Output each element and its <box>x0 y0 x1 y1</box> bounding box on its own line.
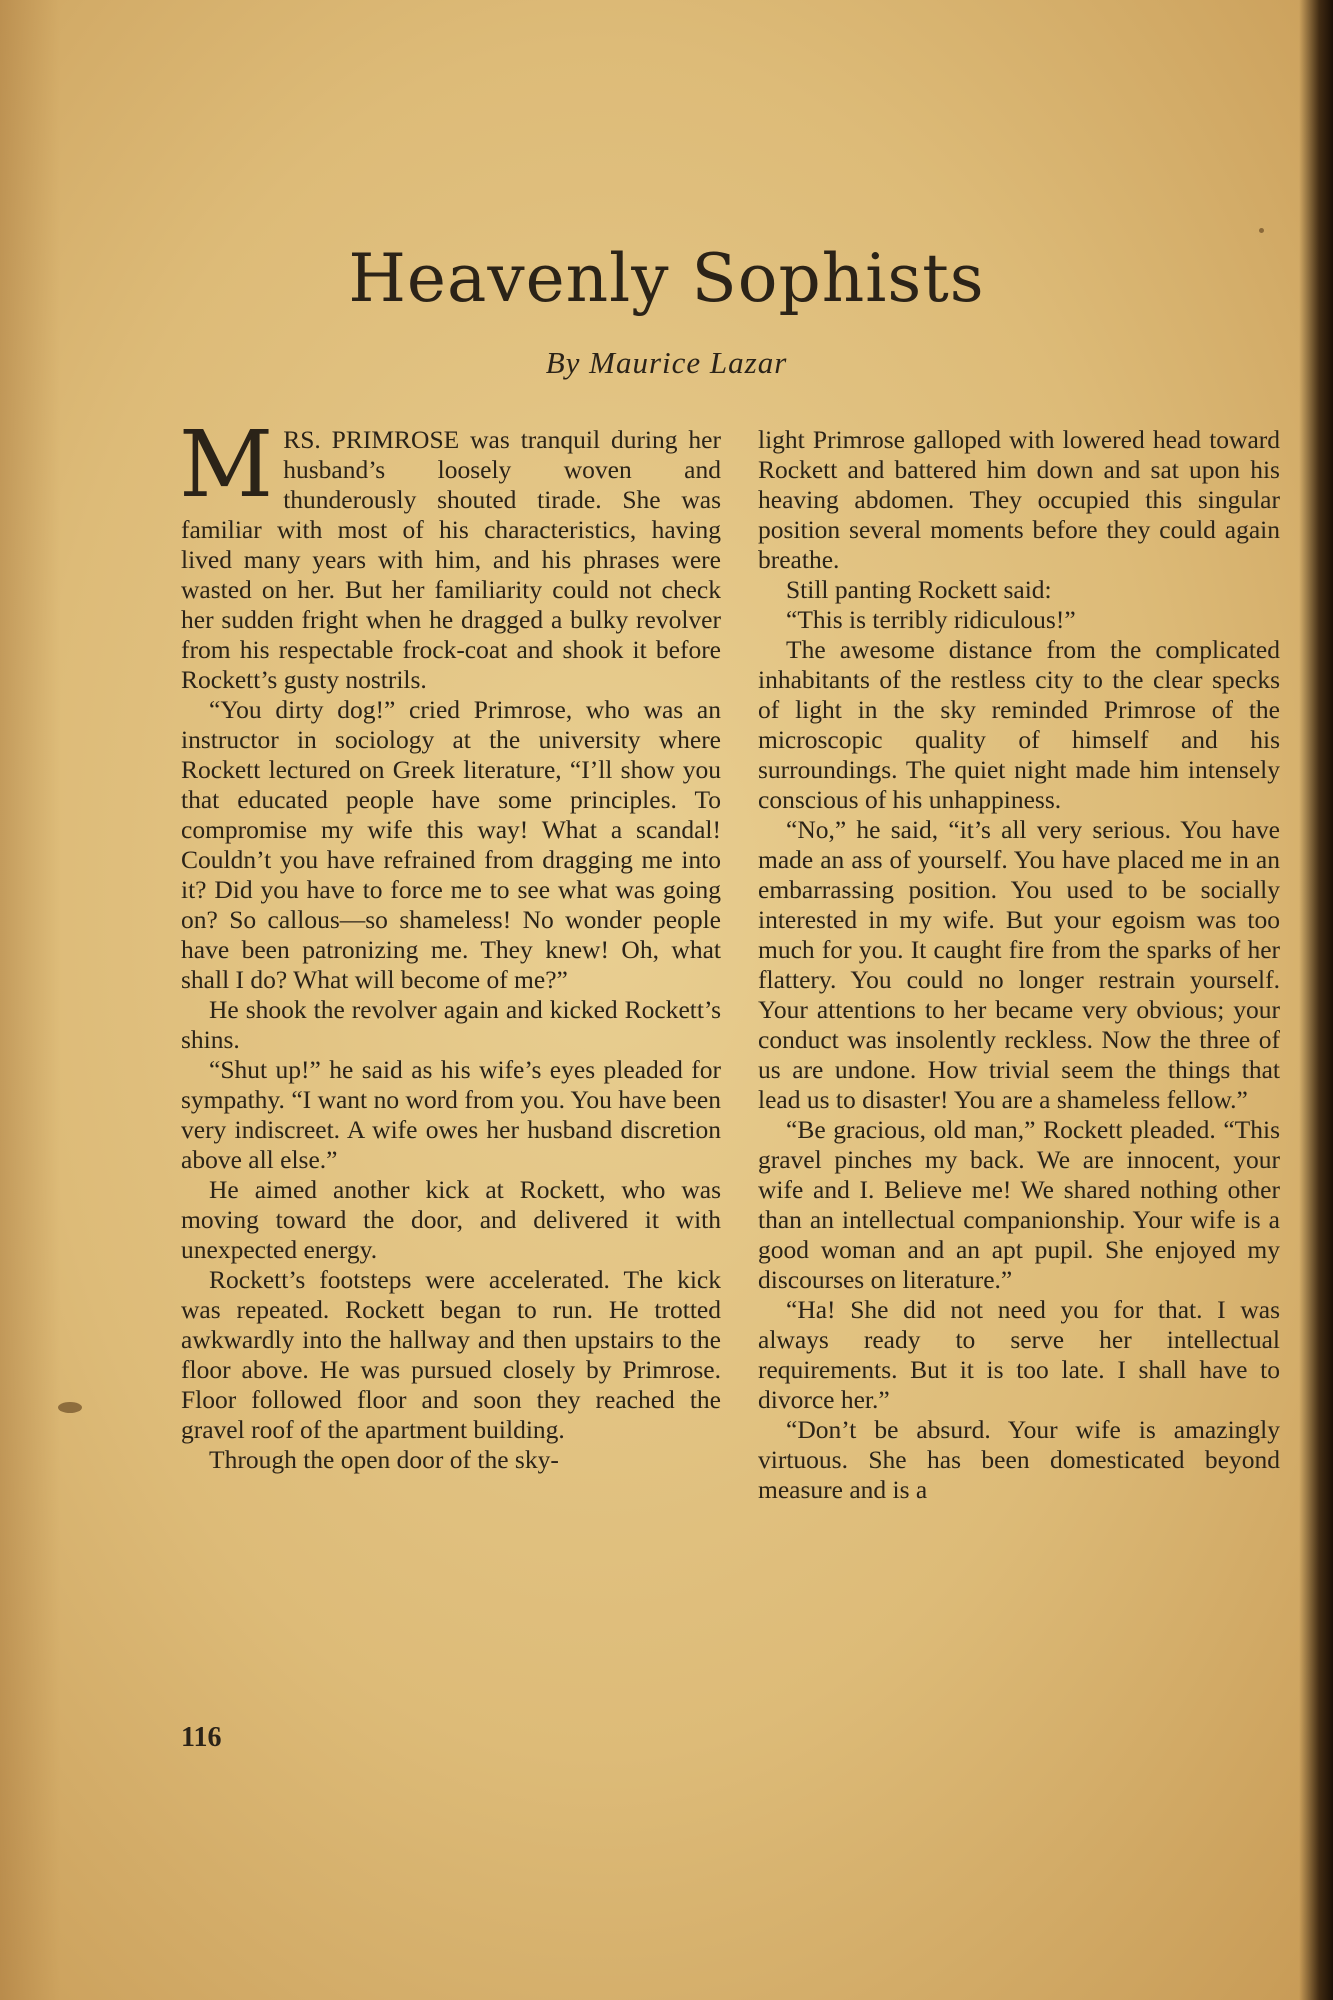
paragraph-10: “This is terribly ridiculous!” <box>786 605 1076 634</box>
paragraph-7: Through the open door of the sky- <box>209 1445 559 1474</box>
paragraph-15: “Don’t be absurd. Your wife is amazingly virtuous. She has been domesticated beyond measure and is a <box>758 1415 1280 1504</box>
paragraph-12: “No,” he said, “it’s all very serious. You have made an ass of yourself. You have placed me in an embarrassing position. You used to be socially interested in my wife. But your egoism was too much for you. It caught fire from the sparks of her flattery. You could no longer restrain yourself. Your attentions to her became very obvious; your conduct was insolently reckless. Now the three of us are undone. How trivial seem the things that lead us to disaster! You are a shameless fellow.” <box>758 815 1280 1114</box>
paragraph-13: “Be gracious, old man,” Rockett pleaded. “This gravel pinches my back. We are innocent, your wife and I. Believe me! We shared nothing other than an intellectual companionship. Your wife is a good woman and an apt pupil. She enjoyed my discourses on literature.” <box>758 1115 1280 1294</box>
paragraph-3: He shook the revolver again and kicked Rockett’s shins. <box>181 995 721 1054</box>
drop-cap: M <box>179 411 274 518</box>
ink-spot <box>58 1402 82 1413</box>
paragraph-14: “Ha! She did not need you for that. I was always ready to serve her intellectual requirements. But it is too late. I shall have to divorce her.” <box>758 1295 1280 1414</box>
paragraph-8: light Primrose galloped with lowered head toward Rockett and battered him down and sat upon his heaving abdomen. They occupied this singular position several moments before they could again breathe. <box>758 425 1280 574</box>
ink-spot <box>1259 228 1264 233</box>
paragraph-1 <box>179 411 721 695</box>
paragraph-11: The awesome distance from the complicated inhabitants of the restless city to the clear specks of light in the sky reminded Primrose of the microscopic quality of himself and his surroundings. The quiet night made him intensely conscious of his unhappiness. <box>758 635 1280 814</box>
paragraph-5: He aimed another kick at Rockett, who was moving toward the door, and delivered it with unexpected energy. <box>181 1175 721 1264</box>
byline: By Maurice Lazar <box>545 345 788 380</box>
paragraph-2: “You dirty dog!” cried Primrose, who was an instructor in sociology at the university where Rockett lectured on Greek literature, “I’ll show you that educated people have some principles. To compromise my wife this way! What a scandal! Couldn’t you have refrained from dragging me into it? Did you have to force me to see what was going on? So callous—so shameless! No wonder people have been patronizing me. They knew! Oh, what shall I do? What will become of me?” <box>181 695 721 994</box>
page-number: 116 <box>181 1722 222 1753</box>
left-column <box>179 411 721 1475</box>
right-column <box>758 425 1280 1505</box>
paragraph-4: “Shut up!” he said as his wife’s eyes pleaded for sympathy. “I want no word from you. You have been very indiscreet. A wife owes her husband discretion above all else.” <box>181 1055 721 1174</box>
paragraph-text: RS. PRIMROSE was tranquil during her husband’s loosely woven and thunderously shouted tirade. She was familiar with most of his characteristics, having lived many years with him, and his phrases were wasted on her. But her familiarity could not check her sudden fright when he dragged a bulky revolver from his respectable frock-coat and shook it before Rockett’s gusty nostrils. <box>181 425 721 694</box>
paragraph-9: Still panting Rockett said: <box>786 575 1052 604</box>
article-title: Heavenly Sophists <box>348 240 985 317</box>
paragraph-6: Rockett’s footsteps were accelerated. The kick was repeated. Rockett began to run. He trotted awkwardly into the hallway and then upstairs to the floor above. He was pursued closely by Primrose. Floor followed floor and soon they reached the gravel roof of the apartment building. <box>181 1265 721 1444</box>
